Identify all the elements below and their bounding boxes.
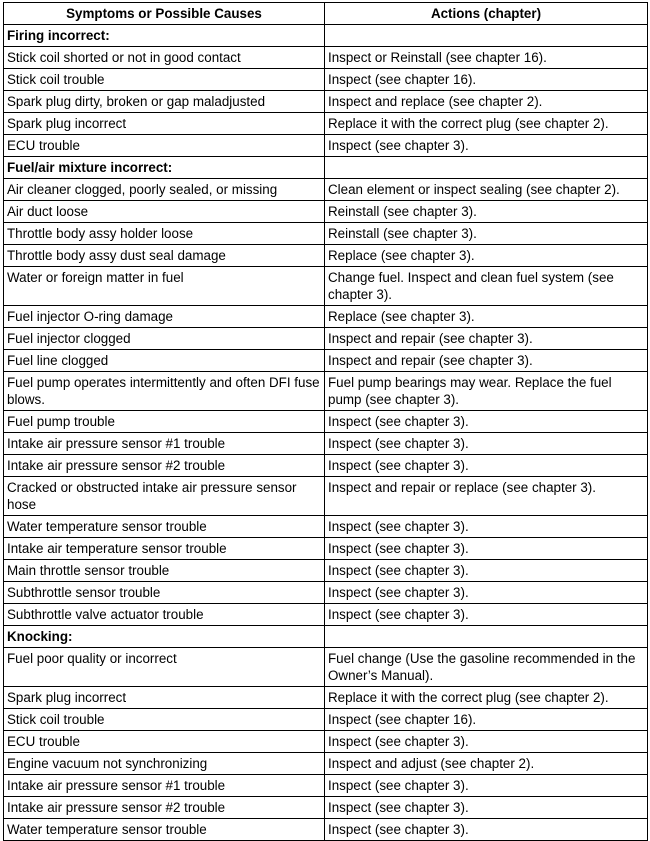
table-row: [4, 350, 648, 372]
action-cell: Inspect (see chapter 16).: [325, 69, 648, 91]
action-cell: Replace (see chapter 3).: [325, 245, 648, 267]
symptom-cell: Spark plug incorrect: [4, 113, 325, 135]
table-row: [4, 267, 648, 306]
action-cell: Fuel pump bearings may wear. Replace the fuel pump (see chapter 3).: [325, 372, 648, 411]
action-cell: Inspect (see chapter 3).: [325, 797, 648, 819]
header-row: [4, 3, 648, 25]
table-row: [4, 582, 648, 604]
action-cell: Inspect and replace (see chapter 2).: [325, 91, 648, 113]
action-cell: Inspect (see chapter 3).: [325, 135, 648, 157]
action-cell: [325, 25, 648, 47]
symptom-cell: Intake air pressure sensor #1 trouble: [4, 775, 325, 797]
symptom-cell: ECU trouble: [4, 135, 325, 157]
table-row: [4, 372, 648, 411]
table-row: [4, 113, 648, 135]
action-cell: Inspect (see chapter 3).: [325, 731, 648, 753]
header-symptoms: Symptoms or Possible Causes: [4, 3, 325, 25]
symptom-cell: Fuel line clogged: [4, 350, 325, 372]
symptom-cell: Spark plug incorrect: [4, 687, 325, 709]
action-cell: Inspect (see chapter 3).: [325, 433, 648, 455]
action-cell: Reinstall (see chapter 3).: [325, 223, 648, 245]
action-cell: Inspect and repair (see chapter 3).: [325, 328, 648, 350]
table-row: [4, 91, 648, 113]
table-row: [4, 731, 648, 753]
table-row: [4, 306, 648, 328]
action-cell: [325, 626, 648, 648]
symptom-cell: Throttle body assy holder loose: [4, 223, 325, 245]
table-row: [4, 516, 648, 538]
symptom-cell: Intake air pressure sensor #1 trouble: [4, 433, 325, 455]
action-cell: Inspect and adjust (see chapter 2).: [325, 753, 648, 775]
section-heading: Firing incorrect:: [4, 25, 325, 47]
symptom-cell: Fuel injector clogged: [4, 328, 325, 350]
table-body: [4, 25, 648, 841]
table-row: [4, 135, 648, 157]
symptom-cell: Fuel injector O-ring damage: [4, 306, 325, 328]
action-cell: Inspect (see chapter 3).: [325, 604, 648, 626]
table-row: [4, 245, 648, 267]
symptom-cell: Fuel pump trouble: [4, 411, 325, 433]
table-row: [4, 687, 648, 709]
symptom-cell: Cracked or obstructed intake air pressure sensor hose: [4, 477, 325, 516]
table-row: [4, 648, 648, 687]
table-row: [4, 560, 648, 582]
section-heading: Fuel/air mixture incorrect:: [4, 157, 325, 179]
table-header: [4, 3, 648, 25]
table-row: [4, 179, 648, 201]
section-row: [4, 157, 648, 179]
table-row: [4, 477, 648, 516]
action-cell: Inspect (see chapter 3).: [325, 411, 648, 433]
action-cell: Inspect and repair (see chapter 3).: [325, 350, 648, 372]
action-cell: Inspect (see chapter 16).: [325, 709, 648, 731]
table-row: [4, 455, 648, 477]
symptom-cell: Air cleaner clogged, poorly sealed, or missing: [4, 179, 325, 201]
symptom-cell: Intake air pressure sensor #2 trouble: [4, 797, 325, 819]
symptom-cell: Fuel poor quality or incorrect: [4, 648, 325, 687]
action-cell: Replace it with the correct plug (see chapter 2).: [325, 687, 648, 709]
action-cell: Inspect (see chapter 3).: [325, 582, 648, 604]
symptom-cell: Water temperature sensor trouble: [4, 516, 325, 538]
action-cell: Inspect (see chapter 3).: [325, 775, 648, 797]
symptom-cell: Air duct loose: [4, 201, 325, 223]
table-row: [4, 411, 648, 433]
header-actions: Actions (chapter): [325, 3, 648, 25]
action-cell: Replace (see chapter 3).: [325, 306, 648, 328]
action-cell: Inspect (see chapter 3).: [325, 560, 648, 582]
symptom-cell: Subthrottle sensor trouble: [4, 582, 325, 604]
table-row: [4, 797, 648, 819]
symptom-cell: Water or foreign matter in fuel: [4, 267, 325, 306]
action-cell: Replace it with the correct plug (see chapter 2).: [325, 113, 648, 135]
table-row: [4, 819, 648, 841]
action-cell: Reinstall (see chapter 3).: [325, 201, 648, 223]
action-cell: Inspect and repair or replace (see chapter 3).: [325, 477, 648, 516]
table-row: [4, 201, 648, 223]
symptom-cell: ECU trouble: [4, 731, 325, 753]
table-row: [4, 223, 648, 245]
action-cell: Fuel change (Use the gasoline recommended in the Owner’s Manual).: [325, 648, 648, 687]
symptom-cell: Intake air pressure sensor #2 trouble: [4, 455, 325, 477]
action-cell: Inspect (see chapter 3).: [325, 516, 648, 538]
table-row: [4, 47, 648, 69]
symptom-cell: Intake air temperature sensor trouble: [4, 538, 325, 560]
action-cell: Inspect (see chapter 3).: [325, 455, 648, 477]
symptom-cell: Water temperature sensor trouble: [4, 819, 325, 841]
section-heading: Knocking:: [4, 626, 325, 648]
section-row: [4, 25, 648, 47]
table-row: [4, 328, 648, 350]
symptom-cell: Subthrottle valve actuator trouble: [4, 604, 325, 626]
symptom-cell: Stick coil shorted or not in good contact: [4, 47, 325, 69]
action-cell: Clean element or inspect sealing (see chapter 2).: [325, 179, 648, 201]
troubleshooting-table-container: [3, 2, 647, 841]
symptom-cell: Engine vacuum not synchronizing: [4, 753, 325, 775]
action-cell: [325, 157, 648, 179]
table-row: [4, 433, 648, 455]
table-row: [4, 69, 648, 91]
action-cell: Change fuel. Inspect and clean fuel system (see chapter 3).: [325, 267, 648, 306]
troubleshooting-table: [3, 2, 648, 841]
table-row: [4, 538, 648, 560]
action-cell: Inspect (see chapter 3).: [325, 538, 648, 560]
table-row: [4, 775, 648, 797]
symptom-cell: Stick coil trouble: [4, 69, 325, 91]
table-row: [4, 604, 648, 626]
section-row: [4, 626, 648, 648]
symptom-cell: Spark plug dirty, broken or gap maladjusted: [4, 91, 325, 113]
table-row: [4, 709, 648, 731]
action-cell: Inspect (see chapter 3).: [325, 819, 648, 841]
symptom-cell: Throttle body assy dust seal damage: [4, 245, 325, 267]
symptom-cell: Stick coil trouble: [4, 709, 325, 731]
action-cell: Inspect or Reinstall (see chapter 16).: [325, 47, 648, 69]
symptom-cell: Main throttle sensor trouble: [4, 560, 325, 582]
table-row: [4, 753, 648, 775]
symptom-cell: Fuel pump operates intermittently and often DFI fuse blows.: [4, 372, 325, 411]
